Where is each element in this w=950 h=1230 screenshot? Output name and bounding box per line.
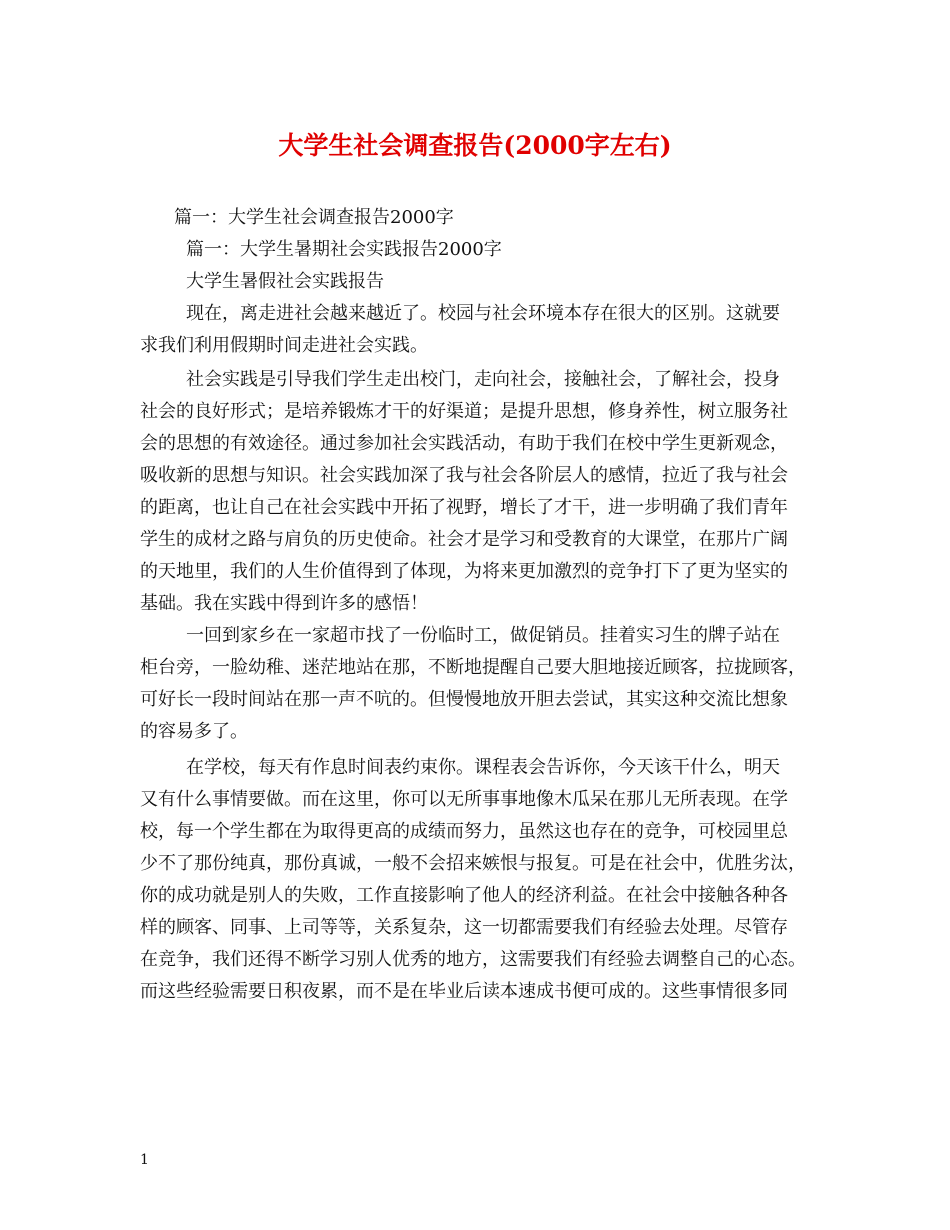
text-line: 学生的成材之路与肩负的历史使命。社会才是学习和受教育的大课堂，在那片广阔	[140, 529, 788, 550]
text-line: 社会实践是引导我们学生走出校门，走向社会，接触社会，了解社会，投身	[186, 369, 780, 390]
text-line: 柜台旁，一脸幼稚、迷茫地站在那，不断地提醒自己要大胆地接近顾客，拉拢顾客，	[140, 657, 806, 678]
paragraph	[140, 620, 830, 748]
text-line: 你的成功就是别人的失败，工作直接影响了他人的经济利益。在社会中接触各种各	[140, 885, 788, 906]
text-line: 的容易多了。	[140, 721, 248, 742]
text-line: 可好长一段时间站在那一声不吭的。但慢慢地放开胆去尝试，其实这种交流比想象	[140, 689, 788, 710]
paragraph	[140, 364, 830, 620]
text-line: 在竞争，我们还得不断学习别人优秀的地方，这需要我们有经验去调整自己的心态。	[140, 949, 806, 970]
text-line: 少不了那份纯真，那份真诚，一般不会招来嫉恨与报复。可是在社会中，优胜劣汰，	[140, 853, 806, 874]
text-line: 又有什么事情要做。而在这里，你可以无所事事地像木瓜呆在那儿无所表现。在学	[140, 789, 788, 810]
text-line: 一回到家乡在一家超市找了一份临时工，做促销员。挂着实习生的牌子站在	[186, 625, 780, 646]
page-number: 1	[140, 1152, 149, 1168]
text-line: 现在，离走进社会越来越近了。校园与社会环境本存在很大的区别。这就要	[186, 303, 780, 324]
text-line: 校，每一个学生都在为取得更高的成绩而努力，虽然这也存在的竞争，可校园里总	[140, 821, 788, 842]
text-line: 的天地里，我们的人生价值得到了体现，为将来更加激烈的竞争打下了更为坚实的	[140, 561, 788, 582]
document-body	[140, 202, 830, 1008]
text-line: 在学校，每天有作息时间表约束你。课程表会告诉你，今天该干什么，明天	[186, 757, 780, 778]
heading-line: 篇一：大学生暑期社会实践报告2000字	[186, 239, 502, 260]
paragraph	[140, 298, 830, 362]
text-line: 吸收新的思想与知识。社会实践加深了我与社会各阶层人的感情，拉近了我与社会	[140, 465, 788, 486]
document-title: 大学生社会调查报告(2000字左右)	[278, 131, 672, 160]
text-line: 的距离，也让自己在社会实践中开拓了视野，增长了才干，进一步明确了我们青年	[140, 497, 788, 518]
text-line: 样的顾客、同事、上司等等，关系复杂，这一切都需要我们有经验去处理。尽管存	[140, 917, 788, 938]
text-line: 社会的良好形式；是培养锻炼才干的好渠道；是提升思想，修身养性，树立服务社	[140, 401, 788, 422]
text-line: 会的思想的有效途径。通过参加社会实践活动，有助于我们在校中学生更新观念，	[140, 433, 788, 454]
text-line: 求我们利用假期时间走进社会实践。	[140, 335, 428, 356]
text-line: 基础。我在实践中得到许多的感悟！	[140, 593, 428, 614]
heading-line: 大学生暑假社会实践报告	[186, 271, 384, 292]
paragraph	[140, 752, 830, 1008]
heading-line: 篇一：大学生社会调查报告2000字	[174, 207, 454, 228]
text-line: 而这些经验需要日积夜累，而不是在毕业后读本速成书便可成的。这些事情很多同	[140, 981, 788, 1002]
